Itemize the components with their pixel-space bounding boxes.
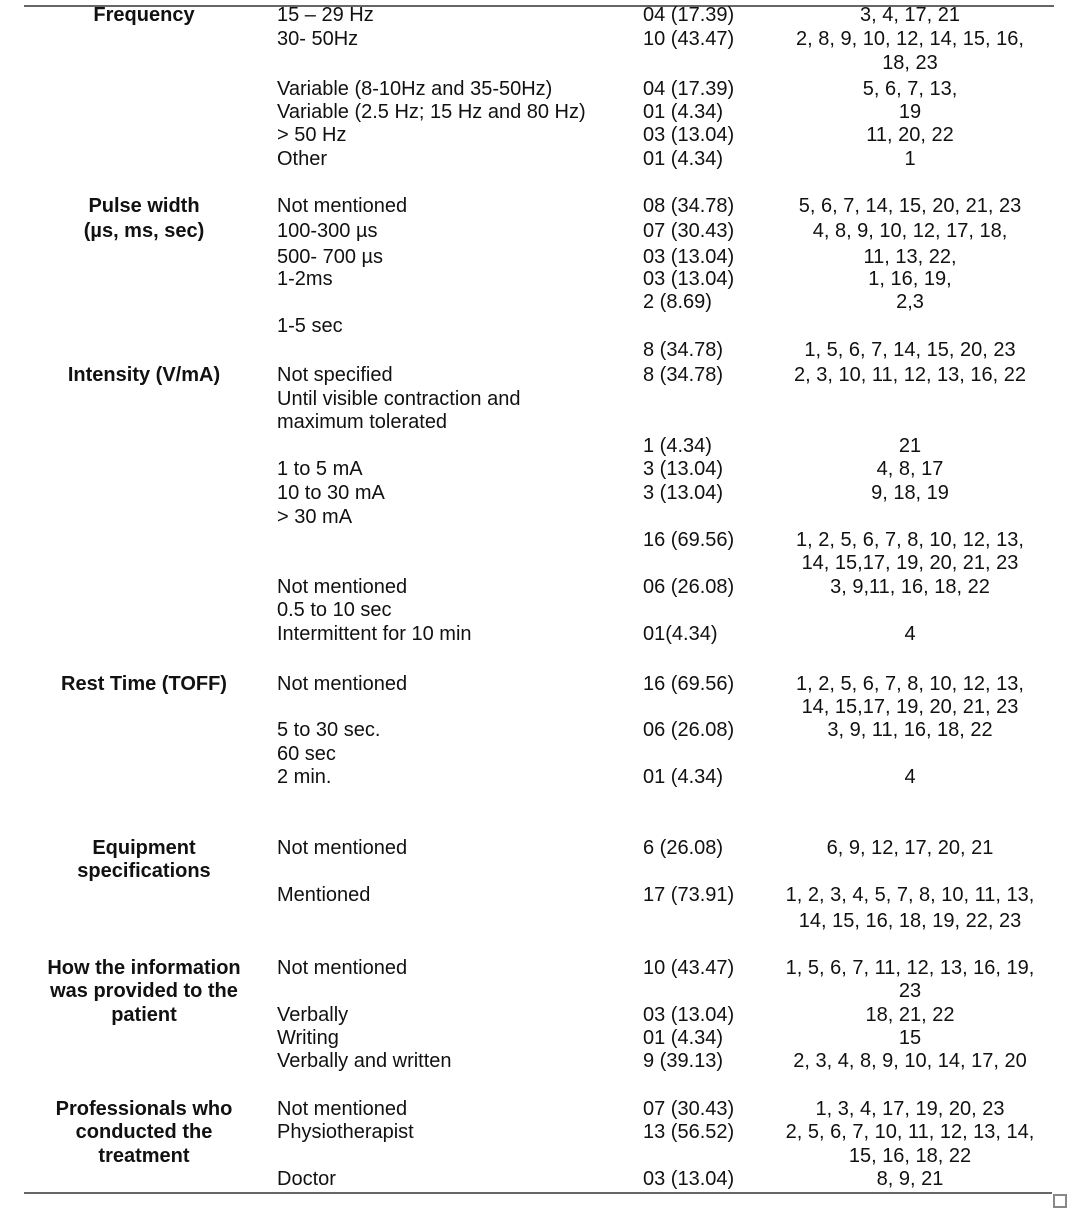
study-references: 1, 2, 3, 4, 5, 7, 8, 10, 11, 13,	[785, 884, 1035, 906]
subcategory-label: Variable (2.5 Hz; 15 Hz and 80 Hz)	[277, 101, 586, 123]
count-percentage: 17 (73.91)	[643, 884, 735, 906]
count-percentage: 13 (56.52)	[643, 1121, 735, 1143]
study-references: 4, 8, 17	[876, 458, 944, 480]
subcategory-label: Doctor	[277, 1168, 336, 1190]
subcategory-label: Until visible contraction and	[277, 388, 521, 410]
subcategory-label: 30- 50Hz	[277, 28, 359, 50]
subcategory-label: Verbally	[277, 1004, 349, 1026]
count-percentage: 04 (17.39)	[643, 4, 735, 26]
study-references: 18, 21, 22	[865, 1004, 955, 1026]
count-percentage: 01 (4.34)	[643, 766, 724, 788]
count-percentage: 16 (69.56)	[643, 529, 735, 551]
category-label: Rest Time (TOFF)	[61, 673, 227, 695]
count-percentage: 03 (13.04)	[643, 1168, 735, 1190]
count-percentage: 03 (13.04)	[643, 1004, 735, 1026]
subcategory-label: > 50 Hz	[277, 124, 347, 146]
study-references: 1, 2, 5, 6, 7, 8, 10, 12, 13,	[796, 529, 1024, 551]
subcategory-label: Not mentioned	[277, 837, 408, 859]
study-references: 19	[898, 101, 922, 123]
count-percentage: 9 (39.13)	[643, 1050, 724, 1072]
resize-handle-icon[interactable]	[1053, 1194, 1067, 1208]
category-label: patient	[111, 1004, 177, 1026]
subcategory-label: > 30 mA	[277, 506, 353, 528]
subcategory-label: 10 to 30 mA	[277, 482, 385, 504]
subcategory-label: Not mentioned	[277, 576, 408, 598]
subcategory-label: Not specified	[277, 364, 393, 386]
study-references: 15, 16, 18, 22	[848, 1145, 972, 1167]
subcategory-label: Writing	[277, 1027, 339, 1049]
count-percentage: 06 (26.08)	[643, 719, 735, 741]
study-references: 3, 9,11, 16, 18, 22	[830, 576, 990, 598]
study-references: 11, 20, 22	[866, 124, 954, 146]
study-references: 1, 2, 5, 6, 7, 8, 10, 12, 13,	[796, 673, 1024, 695]
study-references: 3, 9, 11, 16, 18, 22	[827, 719, 993, 741]
subcategory-label: 1 to 5 mA	[277, 458, 363, 480]
subcategory-label: Not mentioned	[277, 195, 408, 217]
subcategory-label: Not mentioned	[277, 1098, 408, 1120]
table-bottom-rule	[24, 1192, 1052, 1194]
study-references: 1	[904, 148, 916, 170]
category-label: Pulse width	[88, 195, 200, 217]
study-references: 21	[898, 435, 922, 457]
count-percentage: 8 (34.78)	[643, 339, 724, 361]
count-percentage: 03 (13.04)	[643, 268, 735, 290]
study-references: 3, 4, 17, 21	[859, 4, 961, 26]
study-references: 11, 13, 22,	[863, 246, 957, 268]
study-references: 15	[898, 1027, 922, 1049]
category-label: (µs, ms, sec)	[83, 220, 205, 242]
category-label: treatment	[98, 1145, 190, 1167]
count-percentage: 01(4.34)	[643, 623, 718, 645]
count-percentage: 10 (43.47)	[643, 28, 735, 50]
category-label: Equipment	[92, 837, 196, 859]
study-references: 14, 15,17, 19, 20, 21, 23	[801, 552, 1019, 574]
subcategory-label: 2 min.	[277, 766, 332, 788]
category-label: Frequency	[93, 4, 195, 26]
study-references: 6, 9, 12, 17, 20, 21	[826, 837, 994, 859]
count-percentage: 1 (4.34)	[643, 435, 712, 457]
count-percentage: 3 (13.04)	[643, 482, 724, 504]
study-references: 5, 6, 7, 13,	[862, 78, 958, 100]
subcategory-label: maximum tolerated	[277, 411, 448, 433]
count-percentage: 16 (69.56)	[643, 673, 735, 695]
study-references: 1, 3, 4, 17, 19, 20, 23	[815, 1098, 1005, 1120]
subcategory-label: 1-2ms	[277, 268, 333, 290]
study-references: 1, 16, 19,	[868, 268, 952, 290]
study-references: 8, 9, 21	[876, 1168, 944, 1190]
category-label: conducted the	[75, 1121, 213, 1143]
study-references: 2,3	[896, 291, 924, 313]
category-label: How the information	[47, 957, 241, 979]
count-percentage: 07 (30.43)	[643, 220, 735, 242]
study-references: 4	[904, 766, 916, 788]
count-percentage: 3 (13.04)	[643, 458, 724, 480]
category-label: specifications	[77, 860, 211, 882]
count-percentage: 06 (26.08)	[643, 576, 735, 598]
count-percentage: 01 (4.34)	[643, 148, 724, 170]
subcategory-label: Physiotherapist	[277, 1121, 414, 1143]
count-percentage: 04 (17.39)	[643, 78, 735, 100]
category-label: Professionals who	[55, 1098, 233, 1120]
count-percentage: 01 (4.34)	[643, 101, 724, 123]
study-references: 2, 5, 6, 7, 10, 11, 12, 13, 14,	[785, 1121, 1035, 1143]
subcategory-label: Not mentioned	[277, 673, 408, 695]
count-percentage: 6 (26.08)	[643, 837, 724, 859]
count-percentage: 01 (4.34)	[643, 1027, 724, 1049]
subcategory-label: 500- 700 µs	[277, 246, 384, 268]
subcategory-label: Verbally and written	[277, 1050, 452, 1072]
count-percentage: 08 (34.78)	[643, 195, 735, 217]
count-percentage: 2 (8.69)	[643, 291, 712, 313]
subcategory-label: Variable (8-10Hz and 35-50Hz)	[277, 78, 553, 100]
study-references: 1, 5, 6, 7, 14, 15, 20, 23	[804, 339, 1016, 361]
study-references: 14, 15, 16, 18, 19, 22, 23	[798, 910, 1022, 932]
subcategory-label: 5 to 30 sec.	[277, 719, 381, 741]
subcategory-label: 15 – 29 Hz	[277, 4, 374, 26]
study-references: 5, 6, 7, 14, 15, 20, 21, 23	[798, 195, 1022, 217]
subcategory-label: Other	[277, 148, 328, 170]
study-references: 2, 3, 10, 11, 12, 13, 16, 22	[793, 364, 1027, 386]
study-references: 2, 3, 4, 8, 9, 10, 14, 17, 20	[793, 1050, 1027, 1072]
study-references: 4	[904, 623, 916, 645]
study-references: 23	[898, 980, 922, 1002]
study-references: 2, 8, 9, 10, 12, 14, 15, 16,	[796, 28, 1024, 50]
subcategory-label: 60 sec	[277, 743, 336, 765]
subcategory-label: 0.5 to 10 sec	[277, 599, 392, 621]
study-references: 9, 18, 19	[871, 482, 949, 504]
count-percentage: 07 (30.43)	[643, 1098, 735, 1120]
count-percentage: 03 (13.04)	[643, 246, 735, 268]
category-label: was provided to the	[50, 980, 238, 1002]
study-references: 4, 8, 9, 10, 12, 17, 18,	[812, 220, 1008, 242]
count-percentage: 8 (34.78)	[643, 364, 724, 386]
subcategory-label: 100-300 µs	[277, 220, 378, 242]
subcategory-label: Not mentioned	[277, 957, 408, 979]
subcategory-label: 1-5 sec	[277, 315, 343, 337]
category-label: Intensity (V/mA)	[67, 364, 221, 386]
subcategory-label: Mentioned	[277, 884, 371, 906]
count-percentage: 10 (43.47)	[643, 957, 735, 979]
subcategory-label: Intermittent for 10 min	[277, 623, 472, 645]
study-references: 1, 5, 6, 7, 11, 12, 13, 16, 19,	[785, 957, 1035, 979]
study-references: 14, 15,17, 19, 20, 21, 23	[801, 696, 1019, 718]
study-references: 18, 23	[882, 52, 938, 74]
count-percentage: 03 (13.04)	[643, 124, 735, 146]
